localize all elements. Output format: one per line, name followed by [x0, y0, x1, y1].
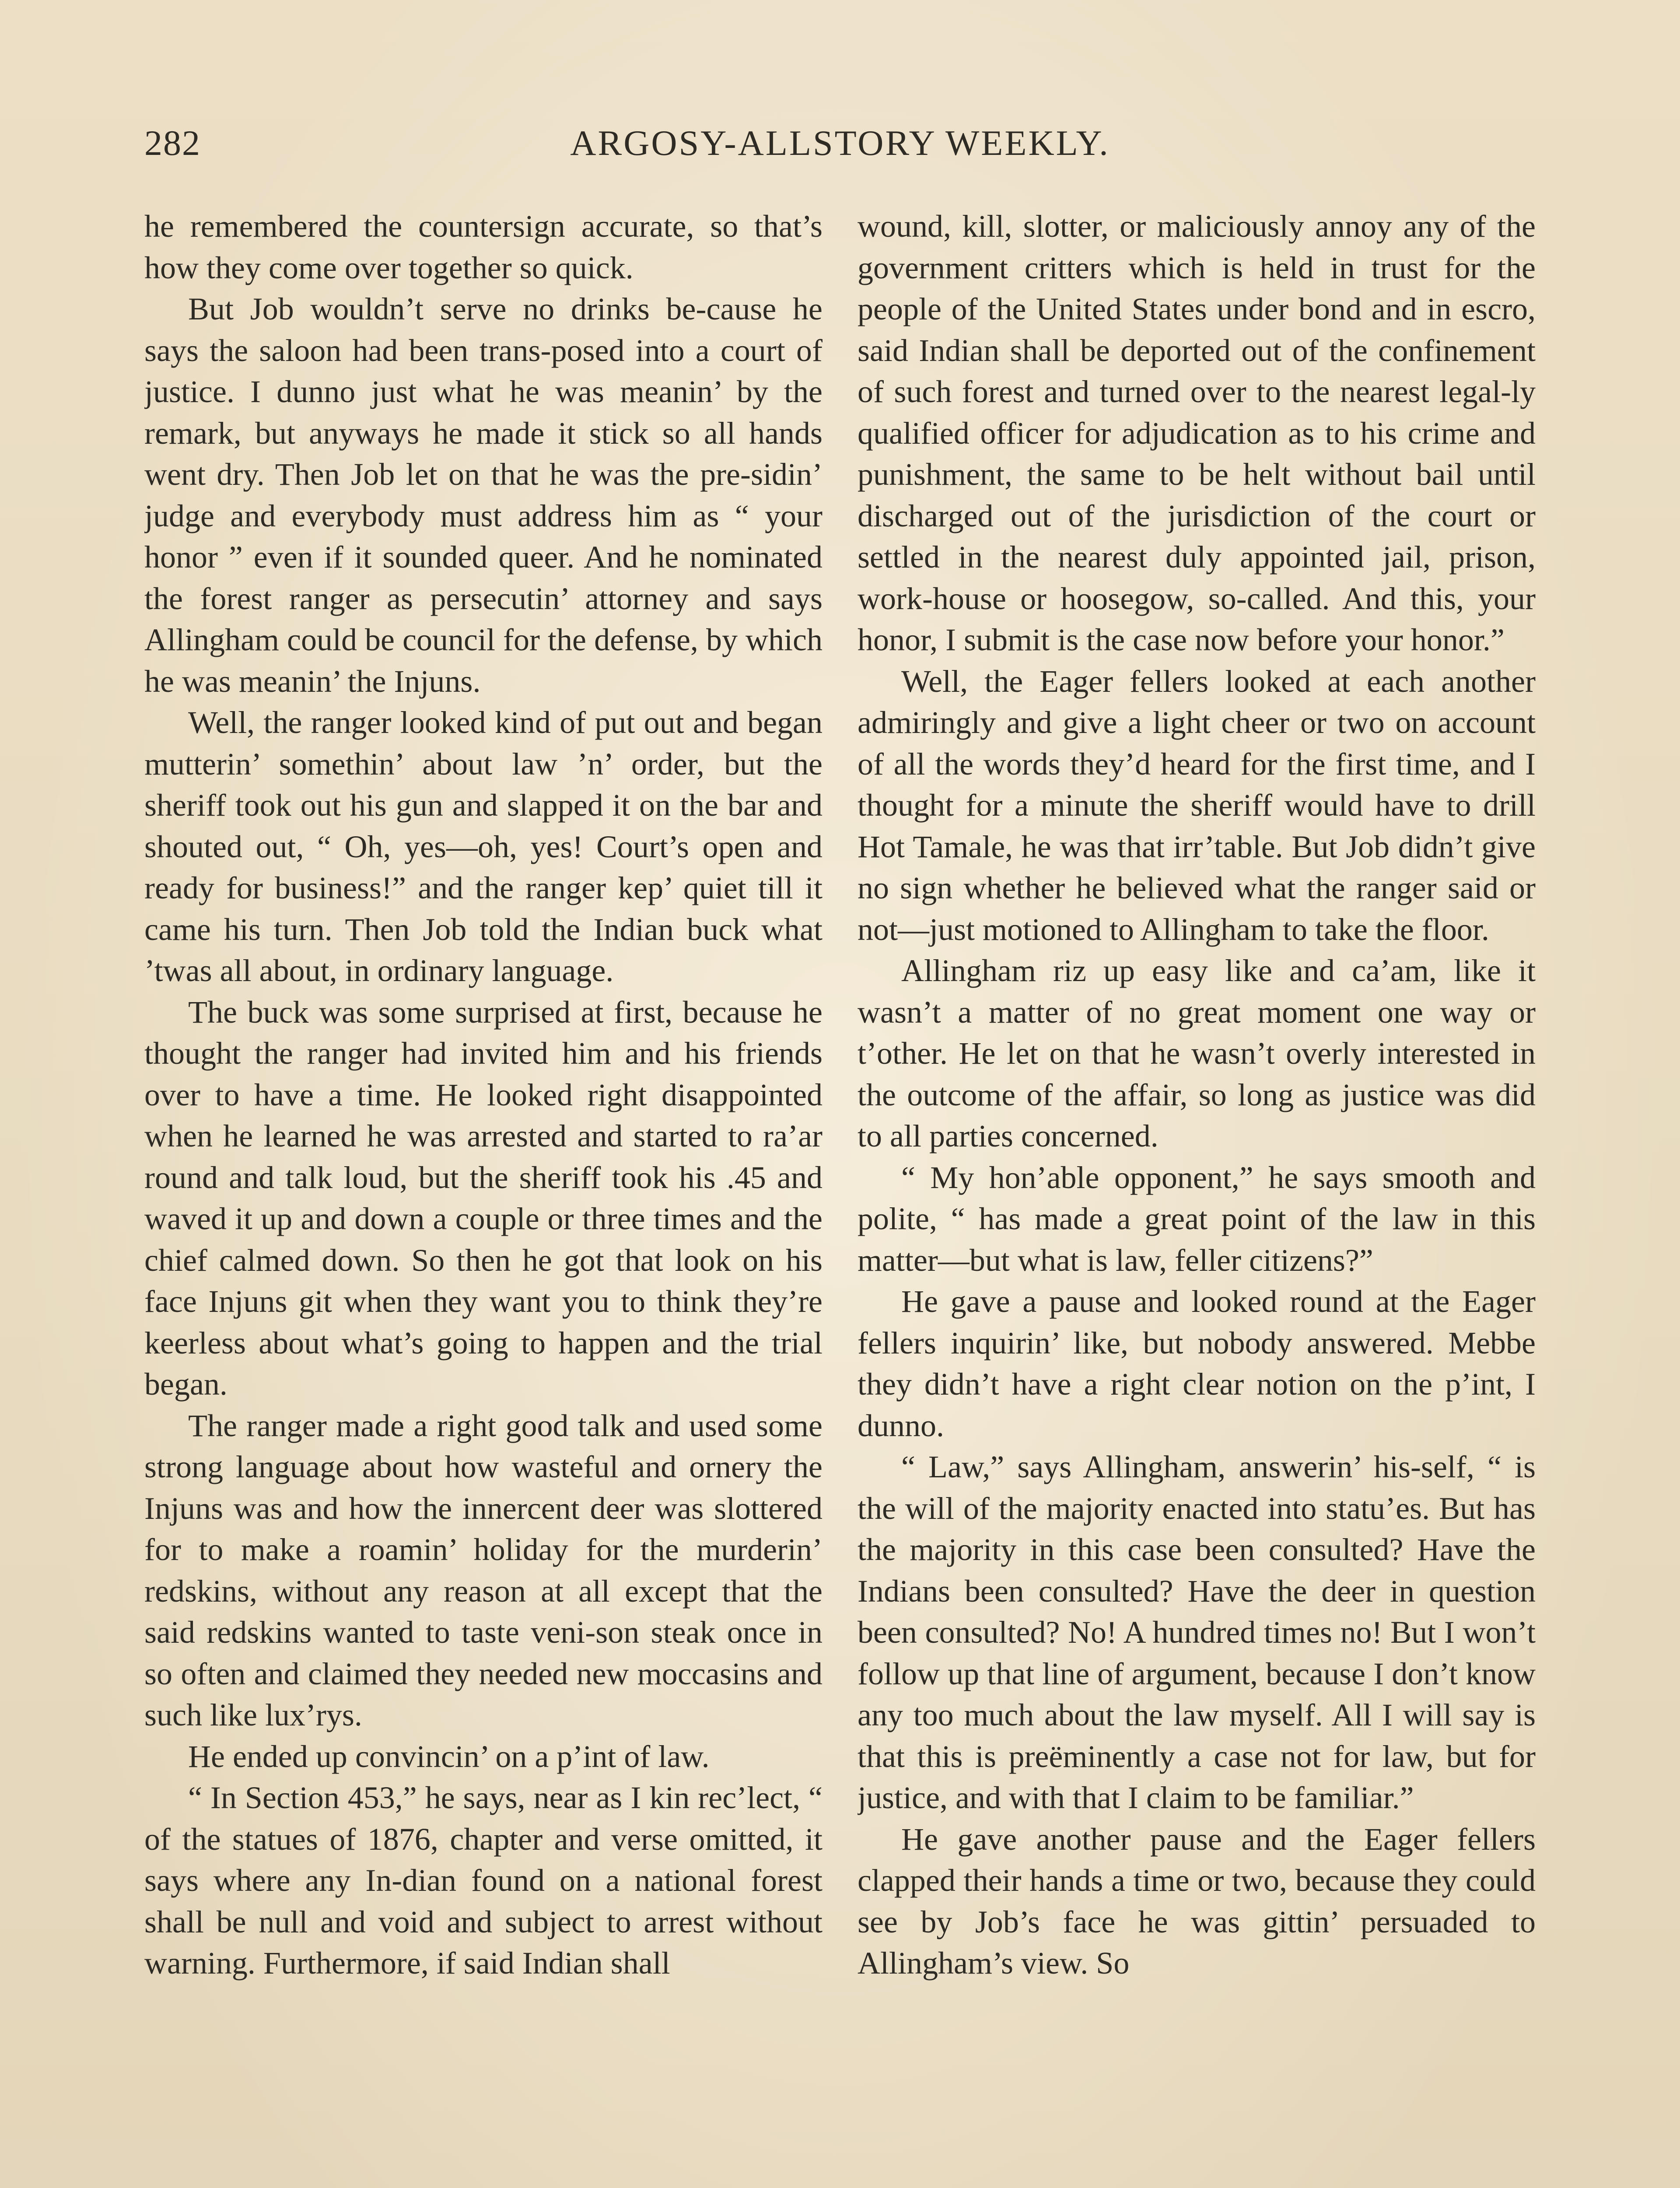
paragraph: The buck was some surprised at first, because he thought the ranger had invited him and his friends over to have a time. He looked right disappointed when he learned he was arrested and started to ra’ar round and talk loud, but the sheriff took his .45 and waved it up and down a couple or three times and the chief calmed down. So then he got that look on his face Injuns git when they want you to think they’re keerless about what’s going to happen and the trial began.	[144, 994, 822, 1402]
paragraph: Well, the ranger looked kind of put out and began mutterin’ somethin’ about law ’n’ order, but the sheriff took out his gun and slapped it on the bar and shouted out, “ Oh, yes—oh, yes! Court’s open and ready for business!” and the ranger kep’ quiet till it came his turn. Then Job told the Indian buck what ’twas all about, in ordinary language.	[144, 705, 822, 988]
right-column	[858, 206, 1536, 2188]
text-columns	[144, 206, 1536, 2188]
left-column	[144, 206, 822, 2188]
paragraph: “ Law,” says Allingham, answerin’ his-self, “ is the will of the majority enacted into statu’es. But has the majority in this case been consulted? Have the Indians been consulted? Have the deer in question been consulted? No! A hundred times no! But I won’t follow up that line of argument, because I don’t know any too much about the law myself. All I will say is that this is preëminently a case not for law, but for justice, and with that I claim to be familiar.”	[858, 1449, 1536, 1815]
running-head: ARGOSY-ALLSTORY WEEKLY.	[570, 123, 1110, 163]
paragraph: But Job wouldn’t serve no drinks be-cause he says the saloon had been trans-posed into a court of justice. I dunno just what he was meanin’ by the remark, but anyways he made it stick so all hands went dry. Then Job let on that he was the pre-sidin’ judge and everybody must address him as “ your honor ” even if it sounded queer. And he nominated the forest ranger as persecutin’ attorney and says Allingham could be council for the defense, by which he was meanin’ the Injuns.	[144, 291, 822, 699]
page-header	[144, 123, 1536, 184]
paragraph: “ In Section 453,” he says, near as I kin rec’lect, “ of the statues of 1876, chapter and verse omitted, it says where any In-dian found on a national forest shall be null and void and subject to arrest without warning. Furthermore, if said Indian shall	[144, 1780, 822, 1981]
paragraph: He ended up convincin’ on a p’int of law.	[188, 1739, 710, 1774]
paragraph: He gave a pause and looked round at the Eager fellers inquirin’ like, but nobody answered. Mebbe they didn’t have a right clear notion on the p’int, I dunno.	[858, 1284, 1536, 1443]
paragraph: “ My hon’able opponent,” he says smooth and polite, “ has made a great point of the law in this matter—but what is law, feller citizens?”	[858, 1160, 1536, 1278]
paragraph: Well, the Eager fellers looked at each another admiringly and give a light cheer or two on account of all the words they’d heard for the first time, and I thought for a minute the sheriff would have to drill Hot Tamale, he was that irr’table. But Job didn’t give no sign whether he believed what the ranger said or not—just motioned to Allingham to take the floor.	[858, 663, 1536, 947]
paragraph: He gave another pause and the Eager fellers clapped their hands a time or two, because they could see by Job’s face he was gittin’ persuaded to Allingham’s view. So	[858, 1821, 1536, 1981]
paragraph: wound, kill, slotter, or maliciously annoy any of the government critters which is held in trust for the people of the United States under bond and in escro, said Indian shall be deported out of the confinement of such forest and turned over to the nearest legal-ly qualified officer for adjudication as to his crime and punishment, the same to be helt without bail until discharged out of the jurisdiction of the court or settled in the nearest duly appointed jail, prison, work-house or hoosegow, so-called. And this, your honor, I submit is the case now before your honor.”	[858, 209, 1536, 657]
page-number: 282	[144, 123, 201, 163]
paragraph: Allingham riz up easy like and ca’am, like it wasn’t a matter of no great moment one way or t’other. He let on that he wasn’t overly interested in the outcome of the affair, so long as justice was did to all parties concerned.	[858, 953, 1536, 1154]
paragraph: he remembered the countersign accurate, so that’s how they come over together so quick.	[144, 209, 822, 285]
paragraph: The ranger made a right good talk and used some strong language about how wasteful and ornery the Injuns was and how the innercent deer was slottered for to make a roamin’ holiday for the murderin’ redskins, without any reason at all except that the said redskins wanted to taste veni-son steak once in so often and claimed they needed new moccasins and such like lux’rys.	[144, 1408, 822, 1732]
